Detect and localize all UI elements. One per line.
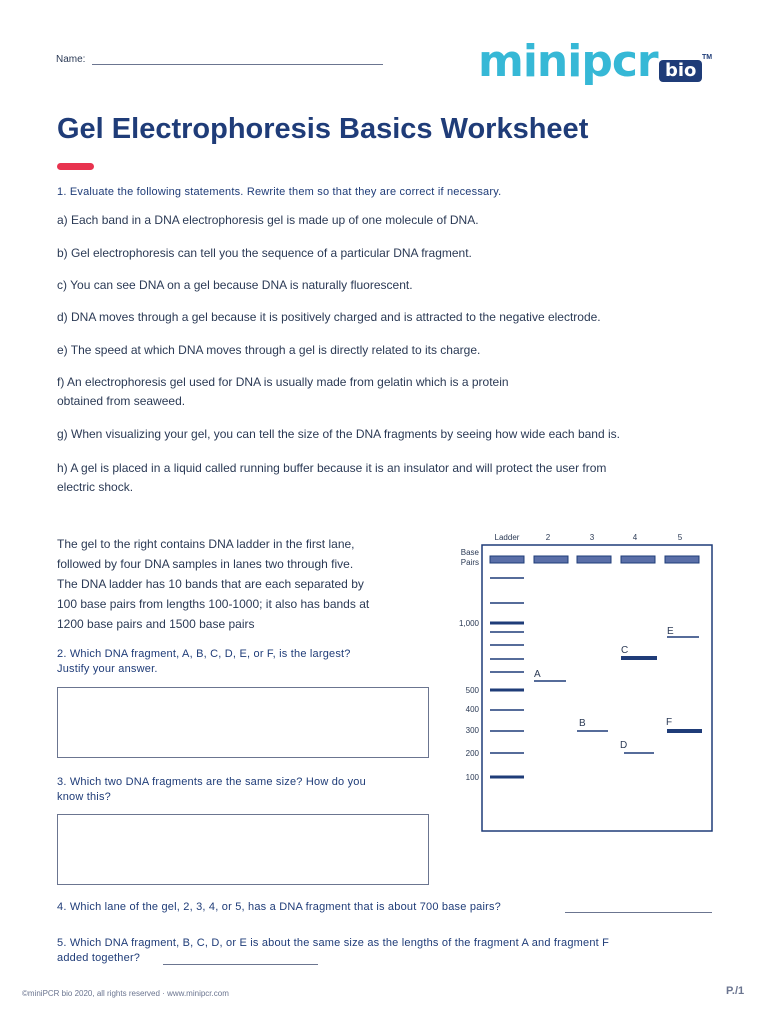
band-label-d: D: [620, 740, 628, 751]
statement-h-cont: electric shock.: [57, 480, 134, 494]
statement-c: c) You can see DNA on a gel because DNA is naturally fluorescent.: [57, 278, 413, 292]
statement-h: h) A gel is placed in a liquid called running buffer because it is an insulator and will protect the user from: [57, 461, 607, 475]
well-lane-4: [621, 556, 655, 563]
q5-line1: 5. Which DNA fragment, B, C, D, or E is about the same size as the lengths of the fragment A and fragment F: [57, 937, 610, 949]
q1-heading: 1. Evaluate the following statements. Rewrite them so that they are correct if necessary.: [57, 186, 502, 198]
axis-label-pairs: Pairs: [460, 558, 479, 567]
size-label-1000: 1,000: [458, 619, 479, 628]
band-label-a: A: [534, 669, 541, 680]
intro-line: 1200 base pairs and 1500 base pairs: [57, 617, 255, 631]
well-lane-5: [665, 556, 699, 563]
q2-answer-box[interactable]: [57, 687, 429, 758]
q2-line2: Justify your answer.: [57, 663, 158, 675]
q4-answer-line[interactable]: [565, 912, 712, 913]
band-label-e: E: [667, 626, 674, 637]
logo-trademark: TM: [702, 54, 713, 61]
size-label-500: 500: [465, 686, 479, 695]
lane-label-5: 5: [677, 533, 683, 542]
statement-f: f) An electrophoresis gel used for DNA is usually made from gelatin which is a protein: [57, 375, 509, 389]
q3-line1: 3. Which two DNA fragments are the same size? How do you: [57, 776, 366, 788]
band-label-f: F: [666, 717, 673, 728]
q2-line1: 2. Which DNA fragment, A, B, C, D, E, or F, is the largest?: [57, 648, 351, 660]
band-label-c: C: [621, 645, 629, 656]
name-input-line[interactable]: [92, 64, 383, 65]
axis-label-base: Base: [460, 548, 479, 557]
intro-line: 100 base pairs from lengths 100-1000; it also has bands at: [57, 597, 370, 611]
lane-label-3: 3: [589, 533, 595, 542]
page-number: P./1: [726, 985, 745, 997]
lane-label-4: 4: [632, 533, 638, 542]
well-lane-3: [577, 556, 611, 563]
q5-answer-line[interactable]: [163, 964, 318, 965]
q3-answer-box[interactable]: [57, 814, 429, 885]
q4-text: 4. Which lane of the gel, 2, 3, 4, or 5, has a DNA fragment that is about 700 base pairs?: [57, 901, 501, 913]
page-title: Gel Electrophoresis Basics Worksheet: [57, 113, 589, 145]
title-accent-bar: [57, 163, 94, 170]
lane-label-ladder: Ladder: [494, 533, 520, 542]
well-lane-2: [534, 556, 568, 563]
statement-g: g) When visualizing your gel, you can tell the size of the DNA fragments by seeing how wide each band is.: [57, 427, 620, 441]
statement-e: e) The speed at which DNA moves through a gel is directly related to its charge.: [57, 343, 481, 357]
statement-b: b) Gel electrophoresis can tell you the sequence of a particular DNA fragment.: [57, 246, 472, 260]
intro-line: followed by four DNA samples in lanes two through five.: [57, 557, 354, 571]
size-label-100: 100: [465, 773, 479, 782]
gel-frame: [482, 545, 712, 831]
gel-intro: [57, 534, 427, 634]
intro-line: The gel to the right contains DNA ladder in the first lane,: [57, 537, 355, 551]
statement-a: a) Each band in a DNA electrophoresis gel is made up of one molecule of DNA.: [57, 213, 479, 227]
gel-svg: [448, 528, 720, 836]
size-label-400: 400: [465, 705, 479, 714]
logo-badge: bio: [659, 60, 702, 82]
statement-d: d) DNA moves through a gel because it is positively charged and is attracted to the negative electrode.: [57, 310, 601, 324]
well-ladder: [490, 556, 524, 563]
q3-line2: know this?: [57, 791, 111, 803]
lane-label-2: 2: [545, 533, 551, 542]
size-label-200: 200: [465, 749, 479, 758]
size-label-300: 300: [465, 726, 479, 735]
minipcr-logo: [478, 34, 718, 96]
logo-text: minipcr: [478, 36, 658, 87]
band-label-b: B: [579, 718, 586, 729]
footer-copyright: ©miniPCR bio 2020, all rights reserved · www.minipcr.com: [22, 989, 229, 998]
gel-diagram: [448, 528, 720, 836]
statement-f-cont: obtained from seaweed.: [57, 394, 186, 408]
intro-line: The DNA ladder has 10 bands that are each separated by: [57, 577, 364, 591]
name-label: Name:: [56, 54, 86, 65]
q5-line2: added together?: [57, 952, 141, 964]
